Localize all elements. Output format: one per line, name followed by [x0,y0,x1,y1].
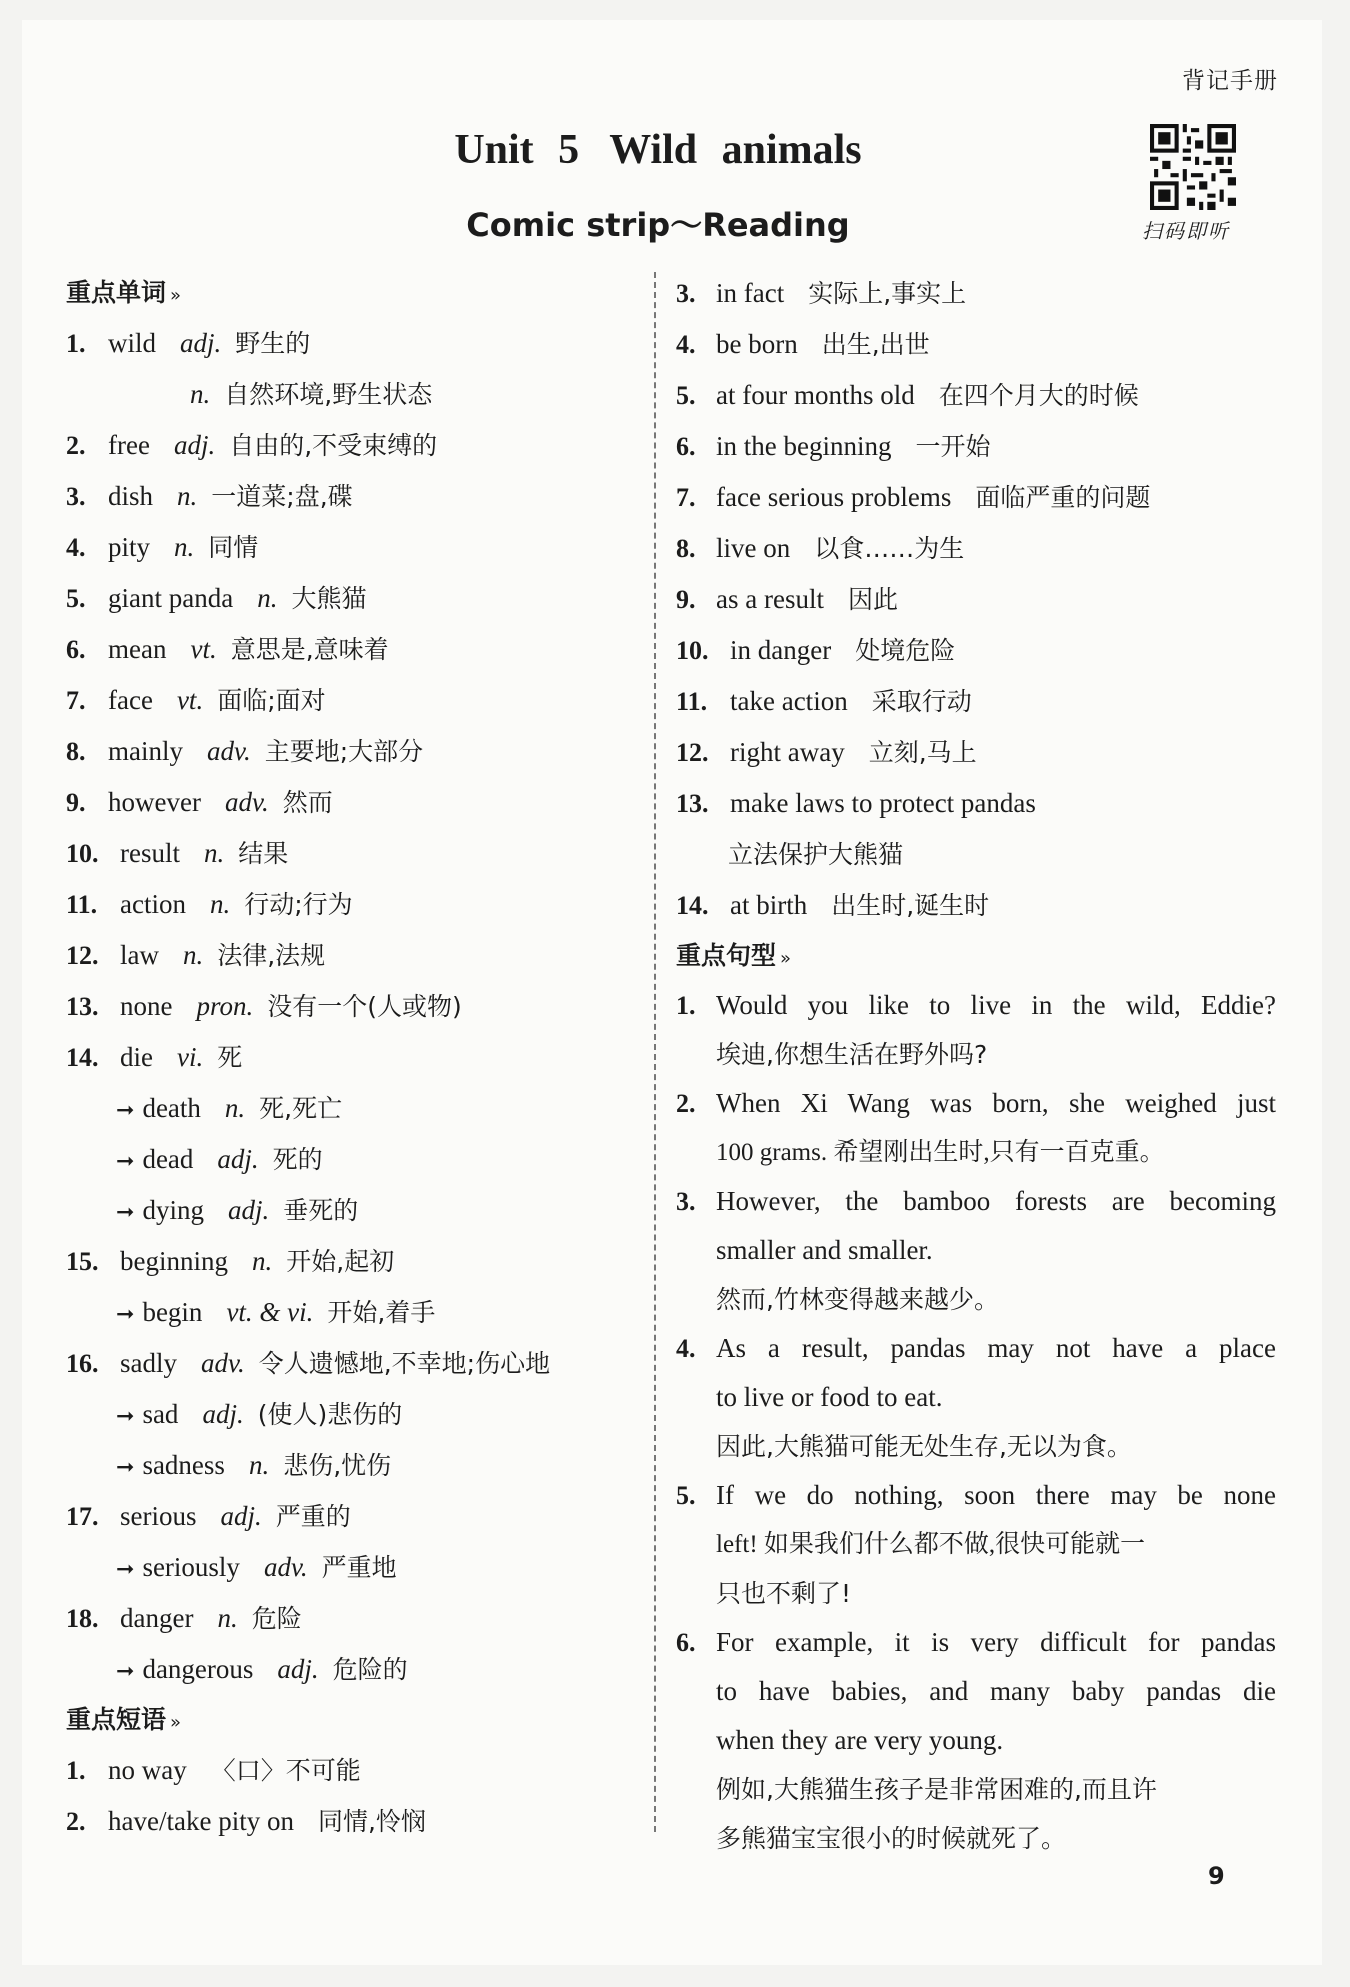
phrase-list-left [66,1745,646,1847]
vocab-meaning: 严重的 [275,1502,351,1531]
sentence-translation: 然而,竹林变得越来越少。 [716,1285,999,1314]
phrase-row [676,727,1276,778]
vocab-word: face [108,685,153,715]
phrase-text: be born [716,329,798,359]
phrase-meaning: 立法保护大熊猫 [728,840,904,869]
item-number: 4. [676,330,696,359]
sentence-item [676,1324,1276,1471]
part-of-speech: adv. [263,1552,308,1582]
sentence-translation: 埃迪,你想生活在野外吗? [716,1040,988,1069]
vocab-row [66,624,646,675]
sentence-text: to live or food to eat. [716,1382,943,1412]
vocab-row [66,777,646,828]
sentence-translation: 因此,大熊猫可能无处生存,无以为食。 [716,1432,1132,1461]
derived-word: dead [142,1144,194,1174]
sentence-text: For example, it is very difficult for pandas [716,1627,1276,1657]
sentence-text: If we do nothing, soon there may be none [716,1480,1276,1510]
phrase-meaning: 采取行动 [871,687,972,716]
vocab-meaning: 然而 [282,788,333,817]
item-number: 13. [676,789,709,818]
vocab-word: sadly [120,1348,177,1378]
vocab-meaning: 野生的 [235,329,311,358]
vocab-word: danger [120,1603,194,1633]
phrase-meaning: 以食……为生 [814,534,965,563]
arrow-right-icon: ➞ [116,1455,135,1480]
vocabulary-list [66,318,646,1695]
handbook-label: 背记手册 [1182,68,1278,94]
sentence-body [716,1177,1276,1324]
vocab-meaning: 结果 [238,839,289,868]
item-number: 10. [676,636,709,665]
vocab-word: law [120,940,159,970]
vocab-meaning: 面临;面对 [217,686,326,715]
part-of-speech: n. [257,583,278,613]
phrase-row [676,880,1276,931]
sentence-text: Would you like to live in the wild, Eddie? [716,990,1276,1020]
phrase-meaning: 面临严重的问题 [975,483,1151,512]
part-of-speech: n. [217,1603,238,1633]
item-number: 5. [676,381,696,410]
phrase-text: have/take pity on [108,1806,294,1836]
unit-number: Unit 5 [454,127,580,173]
sentence-body [716,981,1276,1079]
vocab-row [66,1236,646,1287]
sentence-body [716,1618,1276,1863]
vocab-meaning: 没有一个(人或物) [267,992,462,1021]
vocab-row [66,726,646,777]
vocab-word: result [120,838,180,868]
vocab-row [66,471,646,522]
phrase-text: right away [730,737,845,767]
phrase-text: at birth [730,890,808,920]
phrase-row [66,1796,646,1847]
derived-word: dangerous [142,1654,254,1684]
qr-caption: 扫码即听 [1142,219,1230,243]
vocab-word: none [120,991,173,1021]
vocab-word: die [120,1042,153,1072]
phrase-row [676,574,1276,625]
part-of-speech: n. [204,838,225,868]
phrase-list-right [676,268,1276,931]
phrase-row [676,778,1276,829]
arrow-right-icon: ➞ [116,1404,135,1429]
sentence-item [676,1471,1276,1618]
vocab-meaning: 危险的 [332,1655,408,1684]
arrow-right-icon: ➞ [116,1302,135,1327]
vocab-meaning: 行动;行为 [244,890,353,919]
sentence-translation: 例如,大熊猫生孩子是非常困难的,而且许 [716,1775,1157,1804]
phrase-text: face serious problems [716,482,952,512]
sentence-body [716,1324,1276,1471]
vocab-meaning: 自然环境,野生状态 [224,380,433,409]
item-number: 4. [66,533,86,562]
vocab-meaning: (使人)悲伤的 [257,1400,403,1429]
vocab-word: free [108,430,150,460]
phrase-meaning: 出生,出世 [821,330,930,359]
vocab-meaning: 令人遗憾地,不幸地;伤心地 [258,1349,551,1378]
phrase-text: in danger [730,635,832,665]
vocab-word: beginning [120,1246,228,1276]
item-number: 12. [66,941,99,970]
page-number: 9 [1208,1862,1225,1890]
vocab-row [66,522,646,573]
part-of-speech: adj. [180,328,222,358]
phrase-text: live on [716,533,791,563]
item-number: 8. [676,534,696,563]
vocab-row [66,879,646,930]
vocab-meaning: 开始,着手 [327,1298,436,1327]
item-number: 3. [66,482,86,511]
phrase-meaning: 因此 [847,585,898,614]
vocab-row [66,1287,646,1338]
derived-word: sad [142,1399,179,1429]
sentence-text: However, the bamboo forests are becoming [716,1186,1276,1216]
sentence-translation: 多熊猫宝宝很小的时候就死了。 [716,1824,1067,1853]
vocab-row [66,1440,646,1491]
unit-title [0,126,1316,174]
vocab-row [66,369,646,420]
item-number: 11. [676,687,708,716]
item-number: 1. [66,1756,86,1785]
item-number: 1. [66,329,86,358]
item-number: 7. [676,483,696,512]
phrase-meaning: 处境危险 [855,636,956,665]
part-of-speech: adj. [220,1501,262,1531]
derived-word: begin [142,1297,203,1327]
arrow-right-icon: ➞ [116,1200,135,1225]
sentence-text: smaller and smaller. [716,1235,933,1265]
vocab-word: serious [120,1501,197,1531]
part-of-speech: pron. [196,991,254,1021]
arrow-right-icon: ➞ [116,1557,135,1582]
vocab-word: pity [108,532,151,562]
part-of-speech: n. [177,481,198,511]
phrase-text: at four months old [716,380,915,410]
phrase-row [676,421,1276,472]
vocab-meaning: 垂死的 [283,1196,359,1225]
item-number: 9. [676,585,696,614]
phrase-text: take action [730,686,848,716]
vocab-row [66,1542,646,1593]
vocab-meaning: 死的 [272,1145,323,1174]
part-of-speech: n. [248,1450,270,1480]
part-of-speech: n. [190,379,211,409]
left-column [66,268,646,1847]
vocab-meaning: 死,死亡 [259,1094,343,1123]
phrase-row [676,676,1276,727]
vocab-meaning: 法律,法规 [217,941,326,970]
phrase-row [66,1745,646,1796]
phrase-meaning: 实际上,事实上 [808,279,967,308]
vocab-row [66,1083,646,1134]
part-of-speech: vt. [176,685,204,715]
vocab-word: however [108,787,201,817]
phrase-meaning: 在四个月大的时候 [938,381,1139,410]
vocab-row [66,1032,646,1083]
sentence-item [676,1079,1276,1177]
sentence-item [676,1177,1276,1324]
item-number: 14. [676,891,709,920]
part-of-speech: vt. & vi. [226,1297,314,1327]
part-of-speech: adj. [173,430,216,460]
vocabulary-heading: 重点单词 » [66,278,182,307]
item-number: 3. [676,1187,696,1216]
item-number: 5. [676,1481,696,1510]
vocab-row [66,573,646,624]
sentence-text: to have babies, and many baby pandas die [716,1676,1276,1706]
vocab-word: mainly [108,736,183,766]
part-of-speech: vt. [190,634,217,664]
right-column [676,268,1276,1863]
sentence-translation: 只也不剩了! [716,1579,852,1608]
vocab-row [66,1185,646,1236]
part-of-speech: vi. [177,1042,204,1072]
vocab-row [66,1338,646,1389]
item-number: 2. [676,1089,696,1118]
double-chevron-icon: » [170,1712,182,1733]
vocab-meaning: 悲伤,忧伤 [283,1451,392,1480]
item-number: 4. [676,1334,696,1363]
sentence-text: When Xi Wang was born, she weighed just [716,1088,1276,1118]
vocab-meaning: 严重地 [321,1553,397,1582]
part-of-speech: adj. [277,1654,319,1684]
part-of-speech: adv. [224,787,269,817]
item-number: 6. [66,635,86,664]
sentence-body [716,1079,1276,1177]
vocab-row [66,1134,646,1185]
item-number: 8. [66,737,86,766]
double-chevron-icon: » [170,285,182,306]
part-of-speech: adv. [201,1348,245,1378]
derived-word: seriously [142,1552,240,1582]
column-divider [654,272,656,1832]
vocab-meaning: 主要地;大部分 [264,737,424,766]
phrase-text: make laws to protect pandas [730,788,1036,818]
item-number: 1. [676,991,696,1020]
vocab-word: dish [108,481,154,511]
item-number: 11. [66,890,98,919]
vocab-row [66,1593,646,1644]
phrase-text: no way [108,1755,187,1785]
vocab-row [66,420,646,471]
part-of-speech: adv. [207,736,251,766]
item-number: 13. [66,992,99,1021]
item-number: 15. [66,1247,99,1276]
phrase-meaning: 〈口〉不可能 [210,1756,361,1785]
phrase-row [676,523,1276,574]
vocab-word: mean [108,634,167,664]
phrase-row [676,319,1276,370]
arrow-right-icon: ➞ [116,1098,135,1123]
vocab-meaning: 开始,起初 [286,1247,395,1276]
part-of-speech: n. [182,940,204,970]
vocab-meaning: 意思是,意味着 [230,635,389,664]
vocab-meaning: 同情 [208,533,259,562]
part-of-speech: adj. [217,1144,259,1174]
vocab-row [66,318,646,369]
item-number: 17. [66,1502,99,1531]
phrase-meaning: 立刻,马上 [868,738,977,767]
vocab-row [66,1389,646,1440]
vocab-meaning: 大熊猫 [291,584,367,613]
double-chevron-icon: » [780,948,792,969]
phrase-meaning: 同情,怜悯 [317,1807,426,1836]
derived-word: sadness [142,1450,225,1480]
vocab-word: action [120,889,186,919]
vocab-word: giant panda [108,583,234,613]
phrases-heading: 重点短语 » [66,1705,182,1734]
phrase-text: in the beginning [716,431,892,461]
vocab-meaning: 一道菜;盘,碟 [211,482,353,511]
vocab-meaning: 死 [217,1043,243,1072]
phrase-row [676,625,1276,676]
phrase-row [676,370,1276,421]
item-number: 7. [66,686,86,715]
item-number: 10. [66,839,99,868]
item-number: 16. [66,1349,99,1378]
vocab-row [66,1644,646,1695]
part-of-speech: adj. [202,1399,244,1429]
sentence-item [676,1618,1276,1863]
part-of-speech: n. [252,1246,273,1276]
sentences-heading: 重点句型 » [676,941,792,970]
phrase-text: in fact [716,278,785,308]
phrase-text: as a result [716,584,824,614]
item-number: 14. [66,1043,99,1072]
phrase-row [676,829,1276,880]
vocab-row [66,828,646,879]
sentence-text: As a result, pandas may not have a place [716,1333,1276,1363]
derived-word: death [142,1093,201,1123]
arrow-right-icon: ➞ [116,1149,135,1174]
vocab-row [66,930,646,981]
vocab-row [66,675,646,726]
part-of-speech: n. [174,532,195,562]
item-number: 5. [66,584,86,613]
unit-name: Wild animals [609,127,862,173]
part-of-speech: n. [224,1093,246,1123]
sentence-body [716,1471,1276,1618]
phrase-row [676,268,1276,319]
sentence-text: when they are very young. [716,1725,1004,1755]
phrase-meaning: 一开始 [915,432,991,461]
vocab-row [66,981,646,1032]
item-number: 18. [66,1604,99,1633]
vocab-meaning: 危险 [251,1604,302,1633]
part-of-speech: adj. [227,1195,270,1225]
item-number: 6. [676,432,696,461]
lesson-subtitle: Comic strip～Reading [466,206,850,244]
item-number: 2. [66,1807,86,1836]
sentence-list [676,981,1276,1863]
sentence-item [676,981,1276,1079]
vocab-word: wild [108,328,157,358]
item-number: 3. [676,279,696,308]
vocab-meaning: 自由的,不受束缚的 [229,431,438,460]
item-number: 2. [66,431,86,460]
arrow-right-icon: ➞ [116,1659,135,1684]
derived-word: dying [142,1195,204,1225]
phrase-meaning: 出生时,诞生时 [831,891,990,920]
item-number: 12. [676,738,709,767]
item-number: 6. [676,1628,696,1657]
item-number: 9. [66,788,86,817]
phrase-row [676,472,1276,523]
part-of-speech: n. [209,889,231,919]
sentence-text: 100 grams. 希望刚出生时,只有一百克重。 [716,1139,1165,1166]
sentence-text: left! 如果我们什么都不做,很快可能就一 [716,1531,1146,1558]
vocab-row [66,1491,646,1542]
